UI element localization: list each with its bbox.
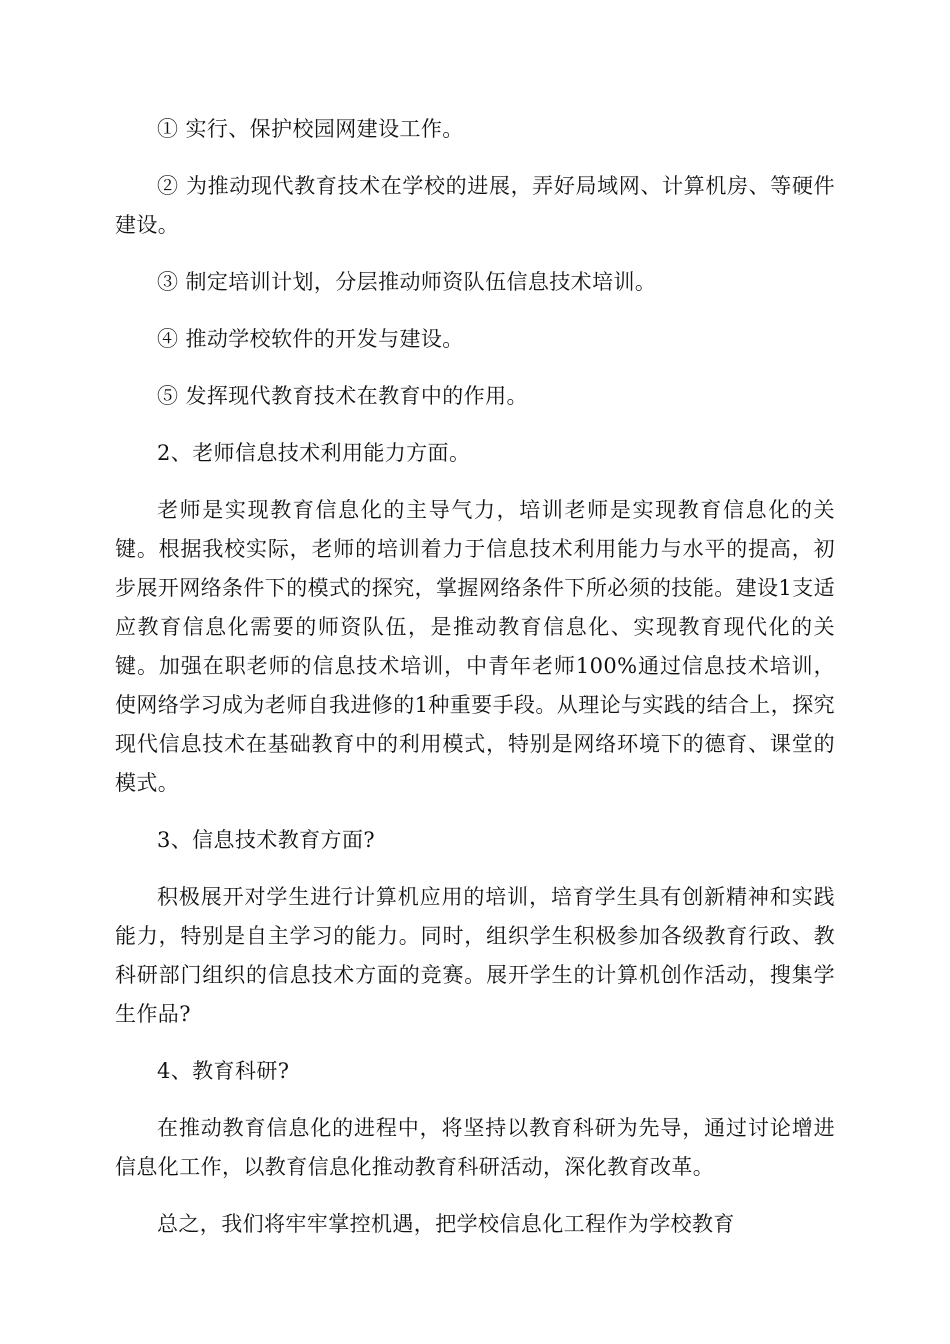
document-body xyxy=(115,110,835,1262)
paragraph-student-training: 积极展开对学生进行计算机应用的培训，培育学生具有创新精神和实践能力，特别是自主学习的能力。同时，组织学生积极参加各级教育行政、教科研部门组织的信息技术方面的竞赛。展开学生的计算机创作活动，搜集学生作品? xyxy=(115,885,835,1026)
section-heading-2: 2、老师信息技术利用能力方面。 xyxy=(157,441,471,465)
section-heading-4: 4、教育科研? xyxy=(157,1059,290,1083)
list-item-2: ② 为推动现代教育技术在学校的进展，弄好局域网、计算机房、等硬件建设。 xyxy=(115,174,835,237)
paragraph-teacher-training: 老师是实现教育信息化的主导气力，培训老师是实现教育信息化的关键。根据我校实际，老师的培训着力于信息技术利用能力与水平的提高，初步展开网络条件下的模式的探究，掌握网络条件下所必须的技能。建设1支适应教育信息化需要的师资队伍，是推动教育信息化、实现教育现代化的关键。加强在职老师的信息技术培训，中青年老师100%通过信息技术培训，使网络学习成为老师自我进修的1种重要手段。从理论与实践的结合上，探究现代信息技术在基础教育中的利用模式，特别是网络环境下的德育、课堂的模式。 xyxy=(115,498,835,795)
paragraph-research: 在推动教育信息化的进程中，将坚持以教育科研为先导，通过讨论增进信息化工作，以教育信息化推动教育科研活动，深化教育改革。 xyxy=(115,1116,835,1179)
paragraph-summary: 总之，我们将牢牢掌控机遇，把学校信息化工程作为学校教育 xyxy=(157,1212,735,1236)
list-item-3: ③ 制定培训计划，分层推动师资队伍信息技术培训。 xyxy=(157,270,657,294)
list-item-1: ① 实行、保护校园网建设工作。 xyxy=(157,117,464,141)
list-item-4: ④ 推动学校软件的开发与建设。 xyxy=(157,327,464,351)
section-heading-3: 3、信息技术教育方面? xyxy=(157,828,376,852)
list-item-5: ⑤ 发挥现代教育技术在教育中的作用。 xyxy=(157,384,528,408)
